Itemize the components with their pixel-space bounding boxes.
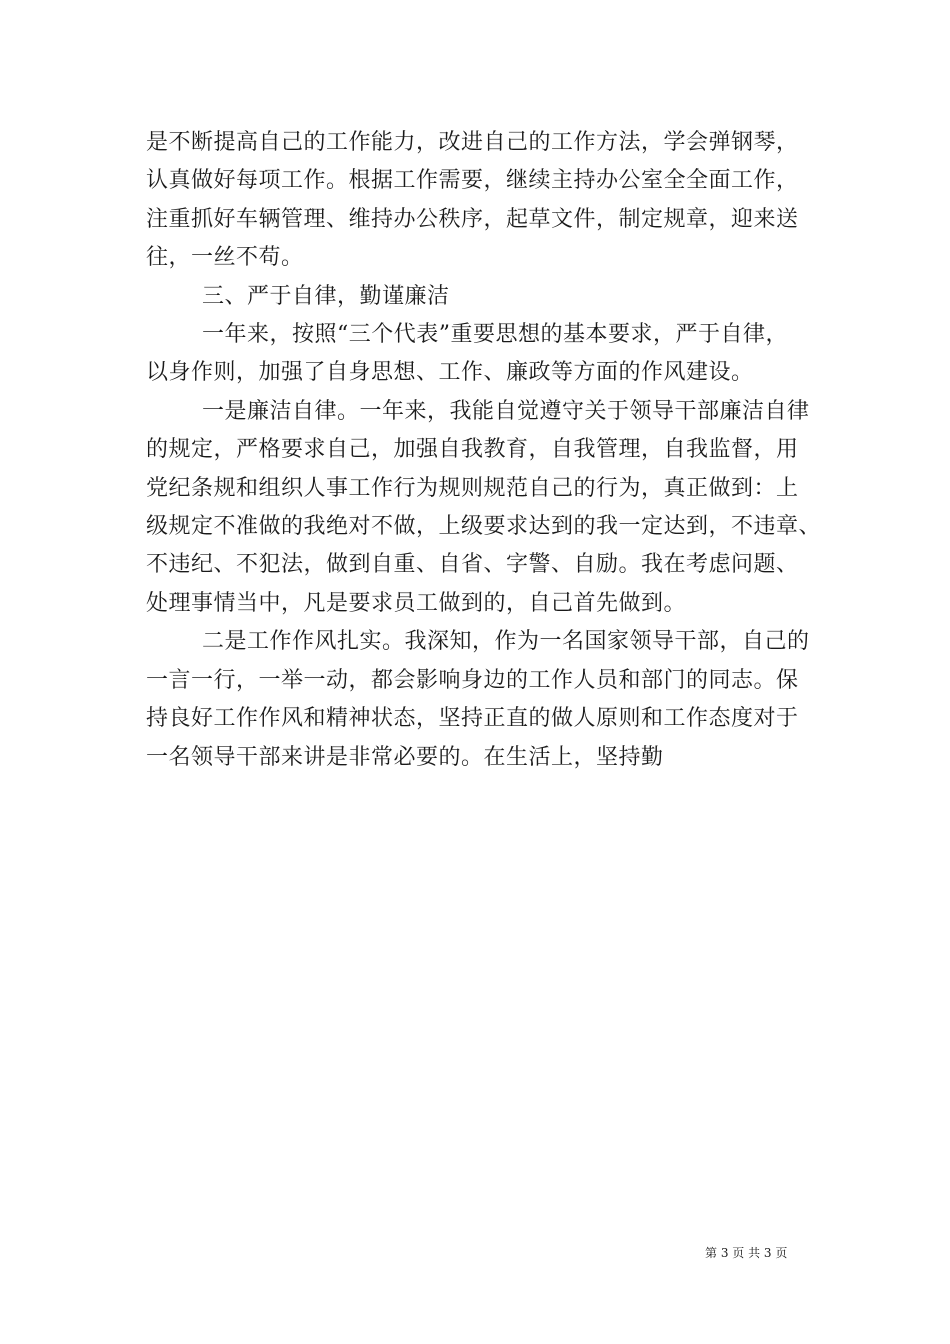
text-line: 一年来，按照“三个代表”重要思想的基本要求，严于自律， <box>202 322 788 348</box>
paragraph-intro <box>146 316 826 393</box>
text-line: 认真做好每项工作。根据工作需要，继续主持办公室全全面工作， <box>146 168 799 194</box>
text-line: 的规定，严格要求自己，加强自我教育，自我管理，自我监督，用 <box>146 437 799 463</box>
text-line: 处理事情当中，凡是要求员工做到的，自己首先做到。 <box>146 590 687 616</box>
page-number-footer: 第 3 页 共 3 页 <box>705 1246 788 1260</box>
text-line: 一是廉洁自律。一年来，我能自觉遵守关于领导干部廉洁自律 <box>202 398 810 424</box>
document-body <box>146 124 826 777</box>
paragraph-integrity <box>146 393 826 623</box>
text-line: 一名领导干部来讲是非常必要的。在生活上，坚持勤 <box>146 744 664 770</box>
text-line: 往，一丝不苟。 <box>146 245 304 271</box>
text-line: 党纪条规和组织人事工作行为规则规范自己的行为，真正做到：上 <box>146 475 799 501</box>
text-line: 级规定不准做的我绝对不做，上级要求达到的我一定达到，不违章、 <box>146 514 822 540</box>
text-line: 是不断提高自己的工作能力，改进自己的工作方法，学会弹钢琴， <box>146 130 799 155</box>
section-heading-text: 三、严于自律，勤谨廉洁 <box>202 283 450 309</box>
text-line: 一言一行，一举一动，都会影响身边的工作人员和部门的同志。保 <box>146 667 799 693</box>
text-line: 以身作则，加强了自身思想、工作、廉政等方面的作风建设。 <box>146 360 754 386</box>
paragraph-continuation <box>146 124 826 278</box>
paragraph-work-style <box>146 623 826 777</box>
text-line: 持良好工作作风和精神状态，坚持正直的做人原则和工作态度对于 <box>146 706 799 732</box>
text-line: 注重抓好车辆管理、维持办公秩序，起草文件，制定规章，迎来送 <box>146 206 799 232</box>
section-heading <box>146 278 826 316</box>
text-line: 不违纪、不犯法，做到自重、自省、字警、自励。我在考虑问题、 <box>146 552 799 578</box>
text-line: 二是工作作风扎实。我深知，作为一名国家领导干部，自己的 <box>202 629 810 655</box>
